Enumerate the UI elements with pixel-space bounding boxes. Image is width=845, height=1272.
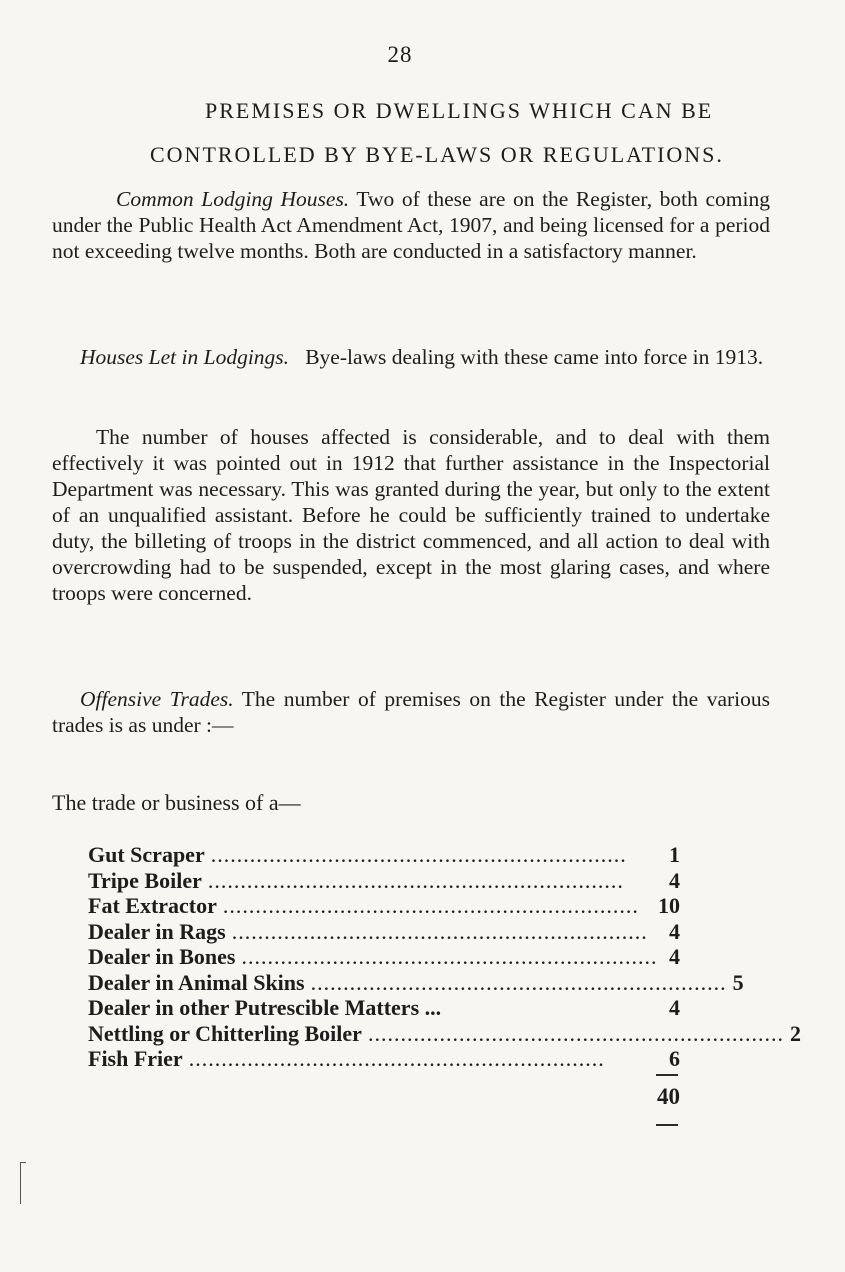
total-rule-top: [656, 1074, 678, 1076]
dot-leader: ................................................................: [367, 1020, 784, 1046]
paragraph-title: Common Lodging Houses.: [116, 187, 350, 211]
trade-count: 4: [669, 944, 680, 969]
trade-label: Dealer in other Putrescible Matters ...: [88, 995, 442, 1020]
margin-mark: [20, 1162, 21, 1204]
trades-intro: The trade or business of a—: [52, 790, 301, 815]
paragraph-houses-let-in-lodgings: [52, 344, 770, 370]
trades-list: [88, 842, 801, 1072]
list-item: [88, 944, 680, 970]
section-heading-line-2: CONTROLLED BY BYE-LAWS OR REGULATIONS.: [150, 142, 724, 167]
paragraph-text: The number of houses affected is considerable, and to deal with them effectively it was pointed out in 1912 that further assistance in the Inspectorial Department was necessary. This was granted during the year, but only to the extent of an unqualified assistant. Before he could be sufficiently trained to undertake duty, the billeting of troops in the district commenced, and all action to deal with overcrowding had to be suspended, except in the most glaring cases, and where troops were concerned.: [52, 425, 770, 605]
dot-leader: ................................................................: [231, 918, 648, 944]
trade-label: Gut Scraper: [88, 842, 205, 867]
dot-leader: ................................................................: [210, 842, 627, 867]
trade-count: 10: [658, 893, 680, 918]
dot-leader: ................................................................: [241, 944, 658, 969]
paragraph-title: Houses Let in Lodgings.: [80, 345, 290, 369]
paragraph-text: Bye-laws dealing with these came into force in 1913.: [289, 345, 764, 369]
trade-label: Nettling or Chitterling Boiler: [88, 1020, 362, 1046]
trade-count: 4: [669, 995, 680, 1020]
trade-count: 1: [669, 842, 680, 867]
dot-leader: ................................................................: [222, 893, 639, 918]
list-item: [88, 969, 744, 996]
total-rule-bottom: [656, 1124, 678, 1126]
page-number: 28: [387, 42, 413, 67]
trade-label: Fish Frier: [88, 1046, 183, 1071]
list-item: [88, 842, 680, 868]
trade-count: 4: [669, 867, 680, 893]
trades-total: 40: [657, 1084, 680, 1109]
trade-count: 5: [732, 969, 744, 995]
paragraph-title: Offensive Trades.: [80, 687, 234, 711]
trade-label: Fat Extractor: [88, 893, 217, 918]
paragraph-text: Two of these are on the Register, both coming under the Public Health Act Amendment Act, 1907, and being licensed for a period not exceeding twelve months. Both are conducted in a satisfactory manner.: [52, 187, 770, 263]
list-item: [88, 995, 680, 1021]
list-item: [88, 1020, 801, 1047]
list-item: [88, 919, 680, 945]
section-heading-line-1: PREMISES OR DWELLINGS WHICH CAN BE: [205, 98, 714, 123]
trade-count: 4: [669, 918, 680, 944]
trade-label: Tripe Boiler: [88, 867, 202, 893]
list-item: [88, 868, 680, 894]
trade-label: Dealer in Bones: [88, 944, 236, 969]
trade-count: 2: [789, 1020, 801, 1046]
paragraph-common-lodging-houses: [52, 186, 770, 264]
dot-leader: ................................................................: [188, 1046, 605, 1071]
paragraph-text: The number of premises on the Register under the various trades is as under :—: [52, 687, 770, 737]
trade-label: Dealer in Rags: [88, 918, 226, 944]
paragraph-number-of-houses: [52, 424, 770, 606]
paragraph-offensive-trades: [52, 686, 770, 738]
dot-leader: ................................................................: [207, 867, 624, 893]
trade-count: 6: [669, 1046, 680, 1071]
dot-leader: ................................................................: [310, 969, 727, 995]
list-item: [88, 893, 680, 919]
trade-label: Dealer in Animal Skins: [88, 969, 305, 995]
list-item: [88, 1046, 680, 1072]
